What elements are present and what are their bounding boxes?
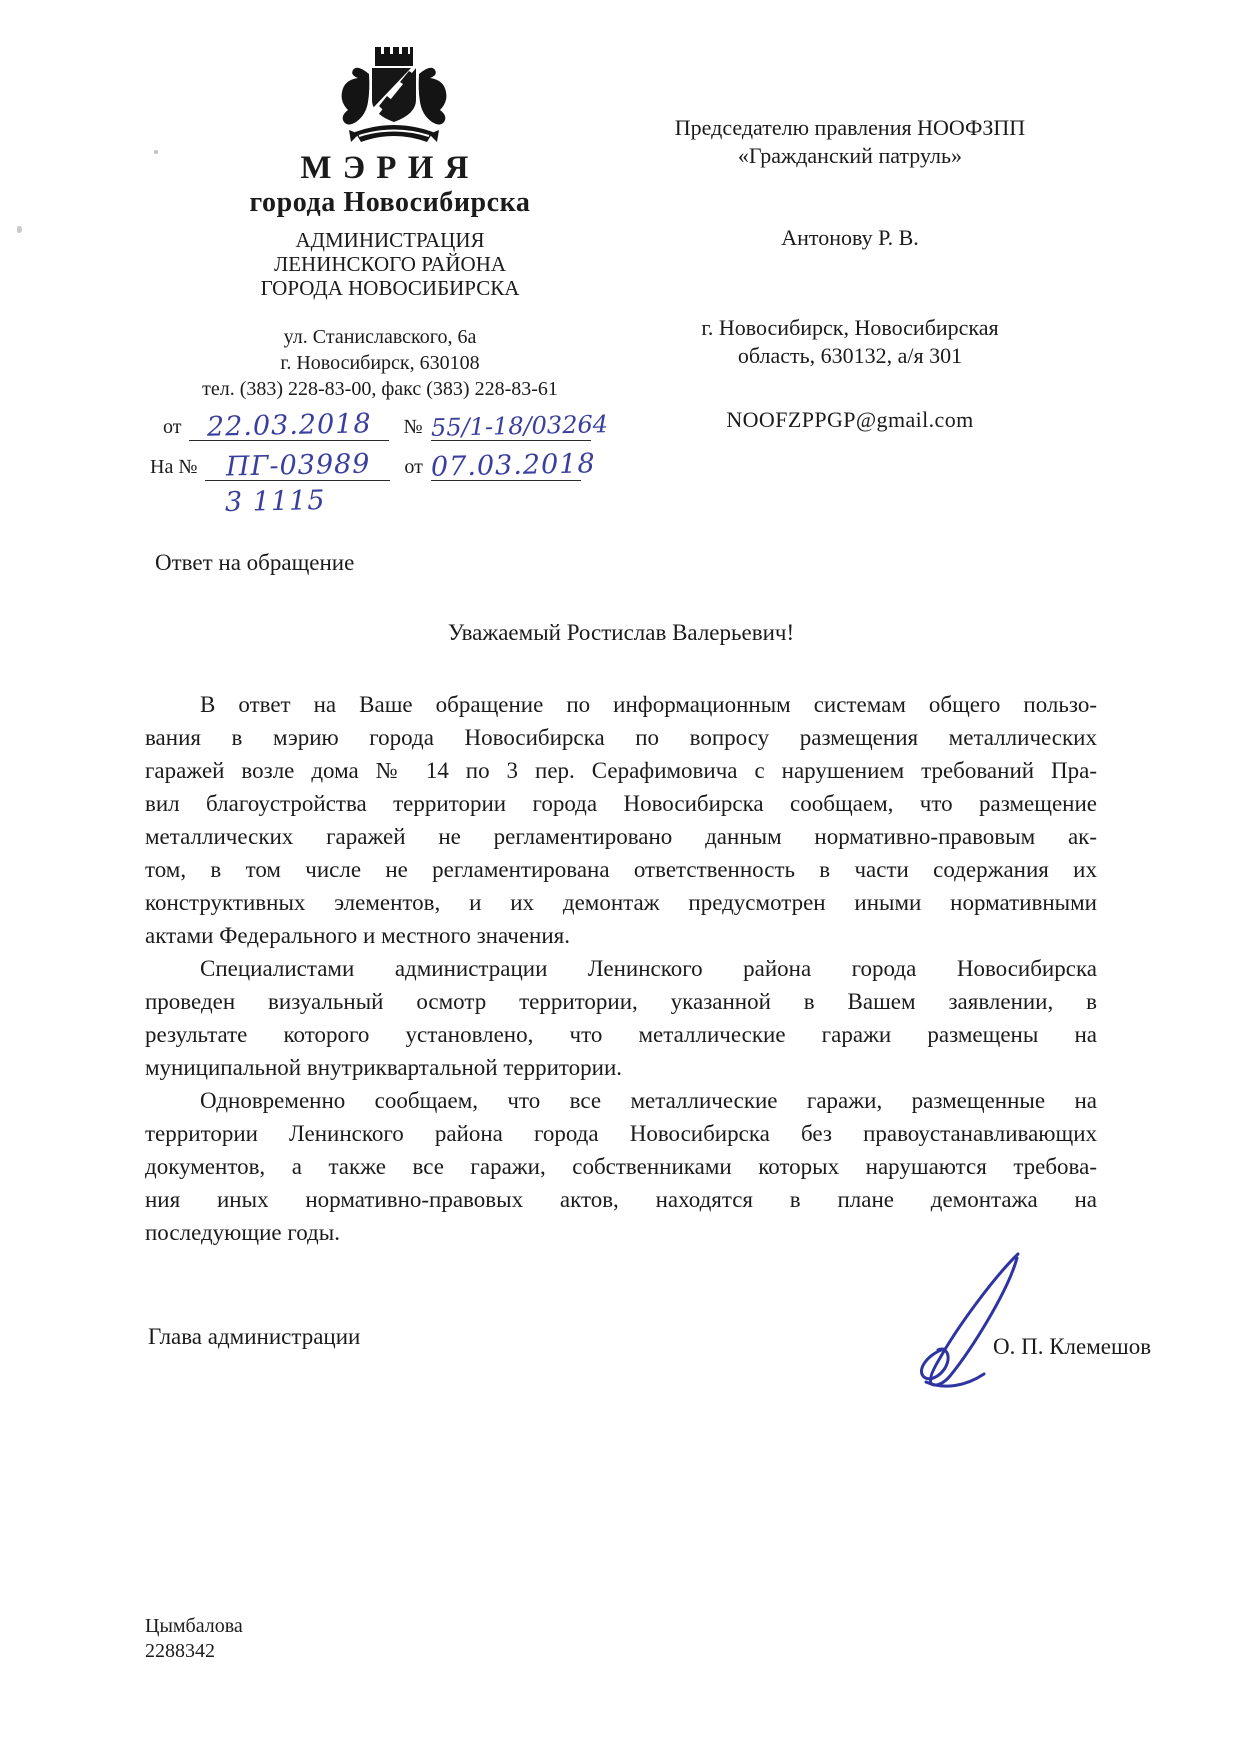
subject-line: Ответ на обращение [155, 550, 355, 575]
reference-row-outgoing [163, 408, 608, 443]
body-line: вания в мэрию города Новосибирска по вопросу размещения металлических [145, 725, 1097, 750]
ref-date-value: 22.03.2018 [206, 408, 373, 443]
body-line: результате которого установлено, что металлические гаражи размещены на [145, 1022, 1097, 1047]
executor-phone: 2288342 [145, 1640, 215, 1662]
scan-speck [17, 226, 22, 233]
ref-number-value: 55/1-18/03264 [430, 410, 608, 442]
signer-position: Глава администрации [148, 1324, 361, 1349]
ref-reply-date-field [430, 448, 596, 483]
body-line: проведен визуальный осмотр территории, указанной в Вашем заявлении, в [145, 989, 1097, 1014]
ref-reply-number-field [205, 448, 390, 483]
body-line: ния иных нормативно-правовых актов, находятся в плане демонтажа на [145, 1187, 1097, 1212]
ref-reply-date-value: 07.03.2018 [430, 448, 596, 483]
ref-reply-label: На № [150, 456, 198, 478]
ref-reply-number-value: ПГ-03989 [225, 448, 371, 483]
org-sub-city: ГОРОДА НОВОСИБИРСКА [260, 276, 520, 300]
body-line: вил благоустройства территории города Новосибирска сообщаем, что размещение [145, 791, 1097, 816]
body-line: гаражей возле дома № 14 по 3 пер. Серафимовича с нарушением требований Пра- [145, 758, 1097, 783]
body-paragraph [145, 1084, 1097, 1249]
sender-phone-fax: тел. (383) 228-83-00, факс (383) 228-83-61 [202, 378, 558, 400]
recipient-org-line2: «Гражданский патруль» [737, 143, 963, 168]
ref-number-field [430, 410, 608, 442]
org-sub-district: ЛЕНИНСКОГО РАЙОНА [273, 252, 507, 276]
salutation-line: Уважаемый Ростислав Валерьевич! [447, 620, 795, 645]
reference-row-incoming [150, 448, 596, 483]
body-line: В ответ на Ваше обращение по информационным системам общего пользо- [200, 692, 1097, 717]
executor-name: Цымбалова [145, 1615, 243, 1637]
recipient-address-line2: область, 630132, а/я 301 [737, 343, 963, 368]
recipient-block [615, 114, 1085, 434]
signer-name: О. П. Клемешов [993, 1334, 1152, 1359]
novosibirsk-crest-icon [325, 46, 463, 158]
sender-street: ул. Станиславского, 6а [283, 326, 477, 348]
body-line: Одновременно сообщаем, что все металлические гаражи, размещенные на [200, 1088, 1097, 1113]
recipient-email: NOOFZPPGP@gmail.com [726, 407, 974, 432]
recipient-org-line1: Председателю правления НООФЗПП [674, 115, 1026, 140]
body-paragraphs [145, 688, 1097, 1249]
body-line: последующие годы. [145, 1220, 340, 1245]
body-paragraph [145, 952, 1097, 1084]
org-sub-administration: АДМИНИСТРАЦИЯ [295, 228, 485, 252]
body-line: Специалистами администрации Ленинского района города Новосибирска [200, 956, 1097, 981]
ref-from-label: от [163, 416, 182, 438]
body-line: территории Ленинского района города Новосибирска без правоустанавливающих [145, 1121, 1097, 1146]
body-line: конструктивных элементов, и их демонтаж предусмотрен иными нормативными [145, 890, 1097, 915]
body-line: том, в том числе не регламентирована ответственность в части содержания их [145, 857, 1097, 882]
sender-city: г. Новосибирск, 630108 [280, 352, 480, 374]
body-line: актами Федерального и местного значения. [145, 923, 570, 948]
body-paragraph [145, 688, 1097, 952]
ref-reply-from-label: от [404, 456, 423, 478]
letterhead-address-block [120, 324, 640, 402]
letterhead-org-block [150, 150, 630, 300]
handwritten-signature-icon [900, 1246, 1060, 1401]
recipient-address-line1: г. Новосибирск, Новосибирская [701, 315, 999, 340]
scan-speck [154, 150, 158, 154]
executor-block [145, 1614, 243, 1664]
ref-date-field [189, 408, 389, 443]
ref-extra-value: 3 1115 [224, 484, 326, 519]
reference-row-extra [224, 484, 326, 519]
body-line: металлических гаражей не регламентировано данным нормативно-правовым ак- [145, 824, 1097, 849]
body-line: муниципальной внутриквартальной территории. [145, 1055, 623, 1080]
org-title-mayor: МЭРИЯ [300, 150, 480, 186]
ref-number-label: № [403, 416, 423, 438]
recipient-name: Антонову Р. В. [781, 225, 919, 250]
org-title-city: города Новосибирска [249, 187, 531, 218]
body-line: документов, а также все гаражи, собственниками которых нарушаются требова- [145, 1154, 1097, 1179]
